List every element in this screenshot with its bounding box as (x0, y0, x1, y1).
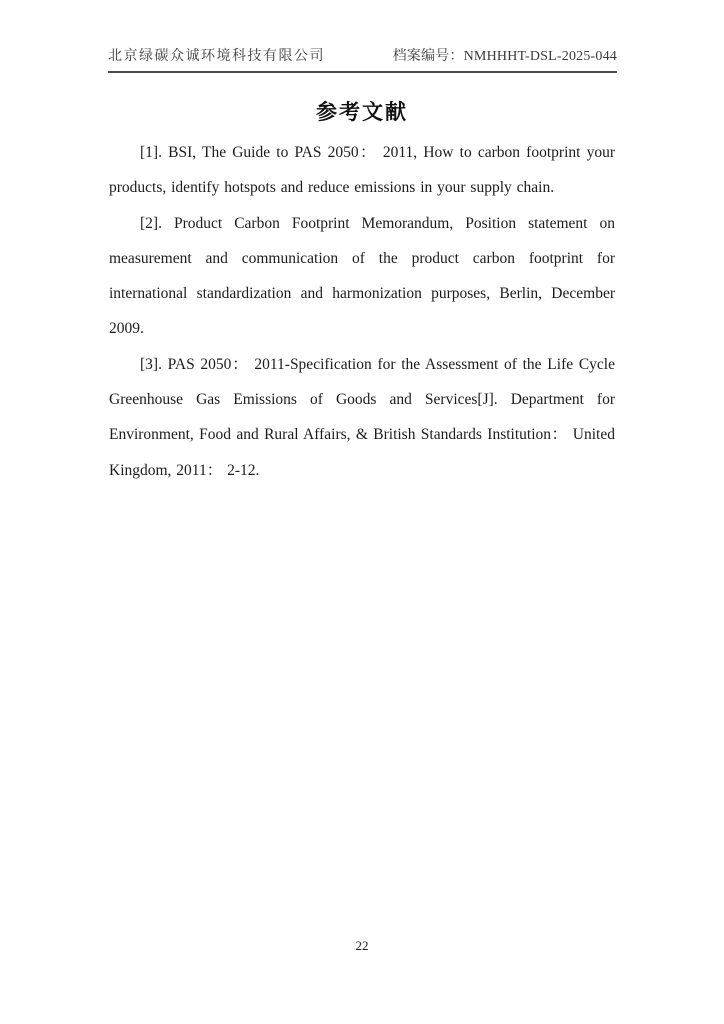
page-footer (0, 938, 724, 954)
references-list (109, 135, 615, 488)
header-doc-number: 档案编号：NMHHHT-DSL-2025-044 (392, 49, 617, 64)
header-company-name: 北京绿碳众诚环境科技有限公司 (108, 49, 325, 64)
page-number: 22 (355, 938, 369, 953)
page-title: 参考文献 (316, 100, 408, 124)
reference-item-1: [1]. BSI, The Guide to PAS 2050： 2011, How to carbon footprint your products, identify hotspots and reduce emissions in your supply chain. (109, 144, 615, 197)
page-header (108, 45, 617, 73)
reference-item-2: [2]. Product Carbon Footprint Memorandum, Position statement on measurement and communication of the product carbon footprint for international standardization and harmonization purposes, Berlin, December 2009. (109, 214, 615, 338)
reference-item-3: [3]. PAS 2050： 2011-Specification for the Assessment of the Life Cycle Greenhouse Gas Emissions of Goods and Services[J]. Department for Environment, Food and Rural Affairs, & British Standards Institution： United Kingdom, 2011： 2-12. (109, 355, 615, 479)
